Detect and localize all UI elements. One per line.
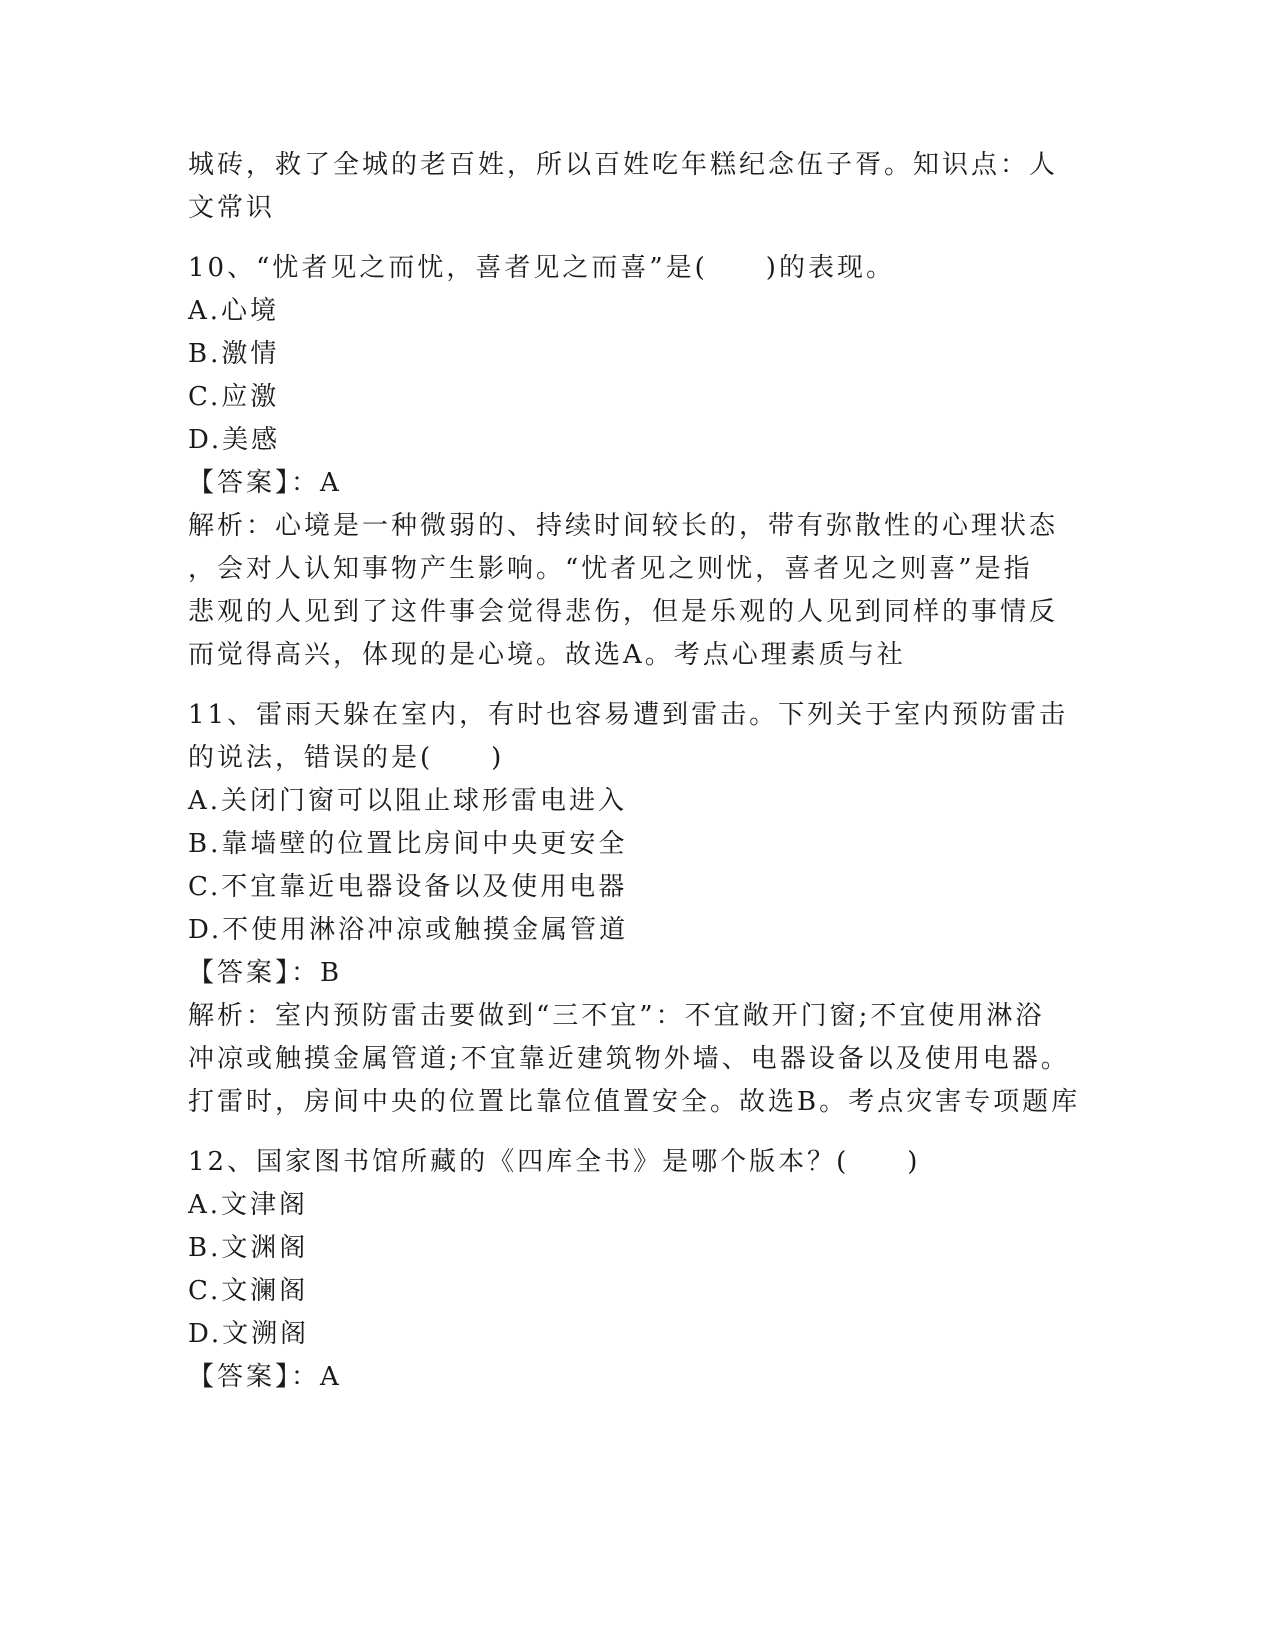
answer-line: 【答案】：A xyxy=(188,1362,342,1392)
question-stem: 11、雷雨天躲在室内，有时也容易遭到雷击。下列关于室内预防雷击 xyxy=(188,700,1069,730)
analysis-line: 打雷时，房间中央的位置比靠位值置安全。故选B。考点灾害专项题库 xyxy=(188,1087,1081,1117)
question-10 xyxy=(188,247,1088,677)
page-content xyxy=(188,144,1088,1399)
analysis-line: 解析：室内预防雷击要做到“三不宜”：不宜敞开门窗;不宜使用淋浴 xyxy=(188,1001,1045,1031)
option-c: C.文澜阁 xyxy=(188,1276,309,1306)
analysis-line: ，会对人认知事物产生影响。“忧者见之则忧，喜者见之则喜”是指 xyxy=(188,554,1033,584)
analysis-line: 解析：心境是一种微弱的、持续时间较长的，带有弥散性的心理状态 xyxy=(188,511,1059,541)
analysis-line: 冲凉或触摸金属管道;不宜靠近建筑物外墙、电器设备以及使用电器。 xyxy=(188,1044,1070,1074)
option-c: C.不宜靠近电器设备以及使用电器 xyxy=(188,872,628,902)
previous-analysis-continuation xyxy=(188,144,1088,230)
answer-line: 【答案】：B xyxy=(188,958,343,988)
question-stem: 10、“忧者见之而忧，喜者见之而喜”是( )的表现。 xyxy=(188,253,895,283)
option-d: D.美感 xyxy=(188,425,281,455)
option-b: B.文渊阁 xyxy=(188,1233,309,1263)
option-a: A.文津阁 xyxy=(188,1190,309,1220)
text-line: 文常识 xyxy=(188,193,276,223)
option-d: D.不使用淋浴冲凉或触摸金属管道 xyxy=(188,915,629,945)
analysis-line: 悲观的人见到了这件事会觉得悲伤，但是乐观的人见到同样的事情反 xyxy=(188,597,1059,627)
option-b: B.激情 xyxy=(188,339,280,369)
option-b: B.靠墙壁的位置比房间中央更安全 xyxy=(188,829,628,859)
question-12 xyxy=(188,1141,1088,1399)
option-c: C.应激 xyxy=(188,382,280,412)
option-a: A.心境 xyxy=(188,296,280,326)
question-stem: 12、国家图书馆所藏的《四库全书》是哪个版本？( ) xyxy=(188,1147,921,1177)
text-line: 城砖，救了全城的老百姓，所以百姓吃年糕纪念伍子胥。知识点：人 xyxy=(188,150,1059,180)
option-a: A.关闭门窗可以阻止球形雷电进入 xyxy=(188,786,628,816)
analysis-line: 而觉得高兴，体现的是心境。故选A。考点心理素质与社 xyxy=(188,640,906,670)
answer-line: 【答案】：A xyxy=(188,468,342,498)
question-11 xyxy=(188,694,1088,1124)
option-d: D.文溯阁 xyxy=(188,1319,310,1349)
question-stem: 的说法，错误的是( ) xyxy=(188,743,505,773)
